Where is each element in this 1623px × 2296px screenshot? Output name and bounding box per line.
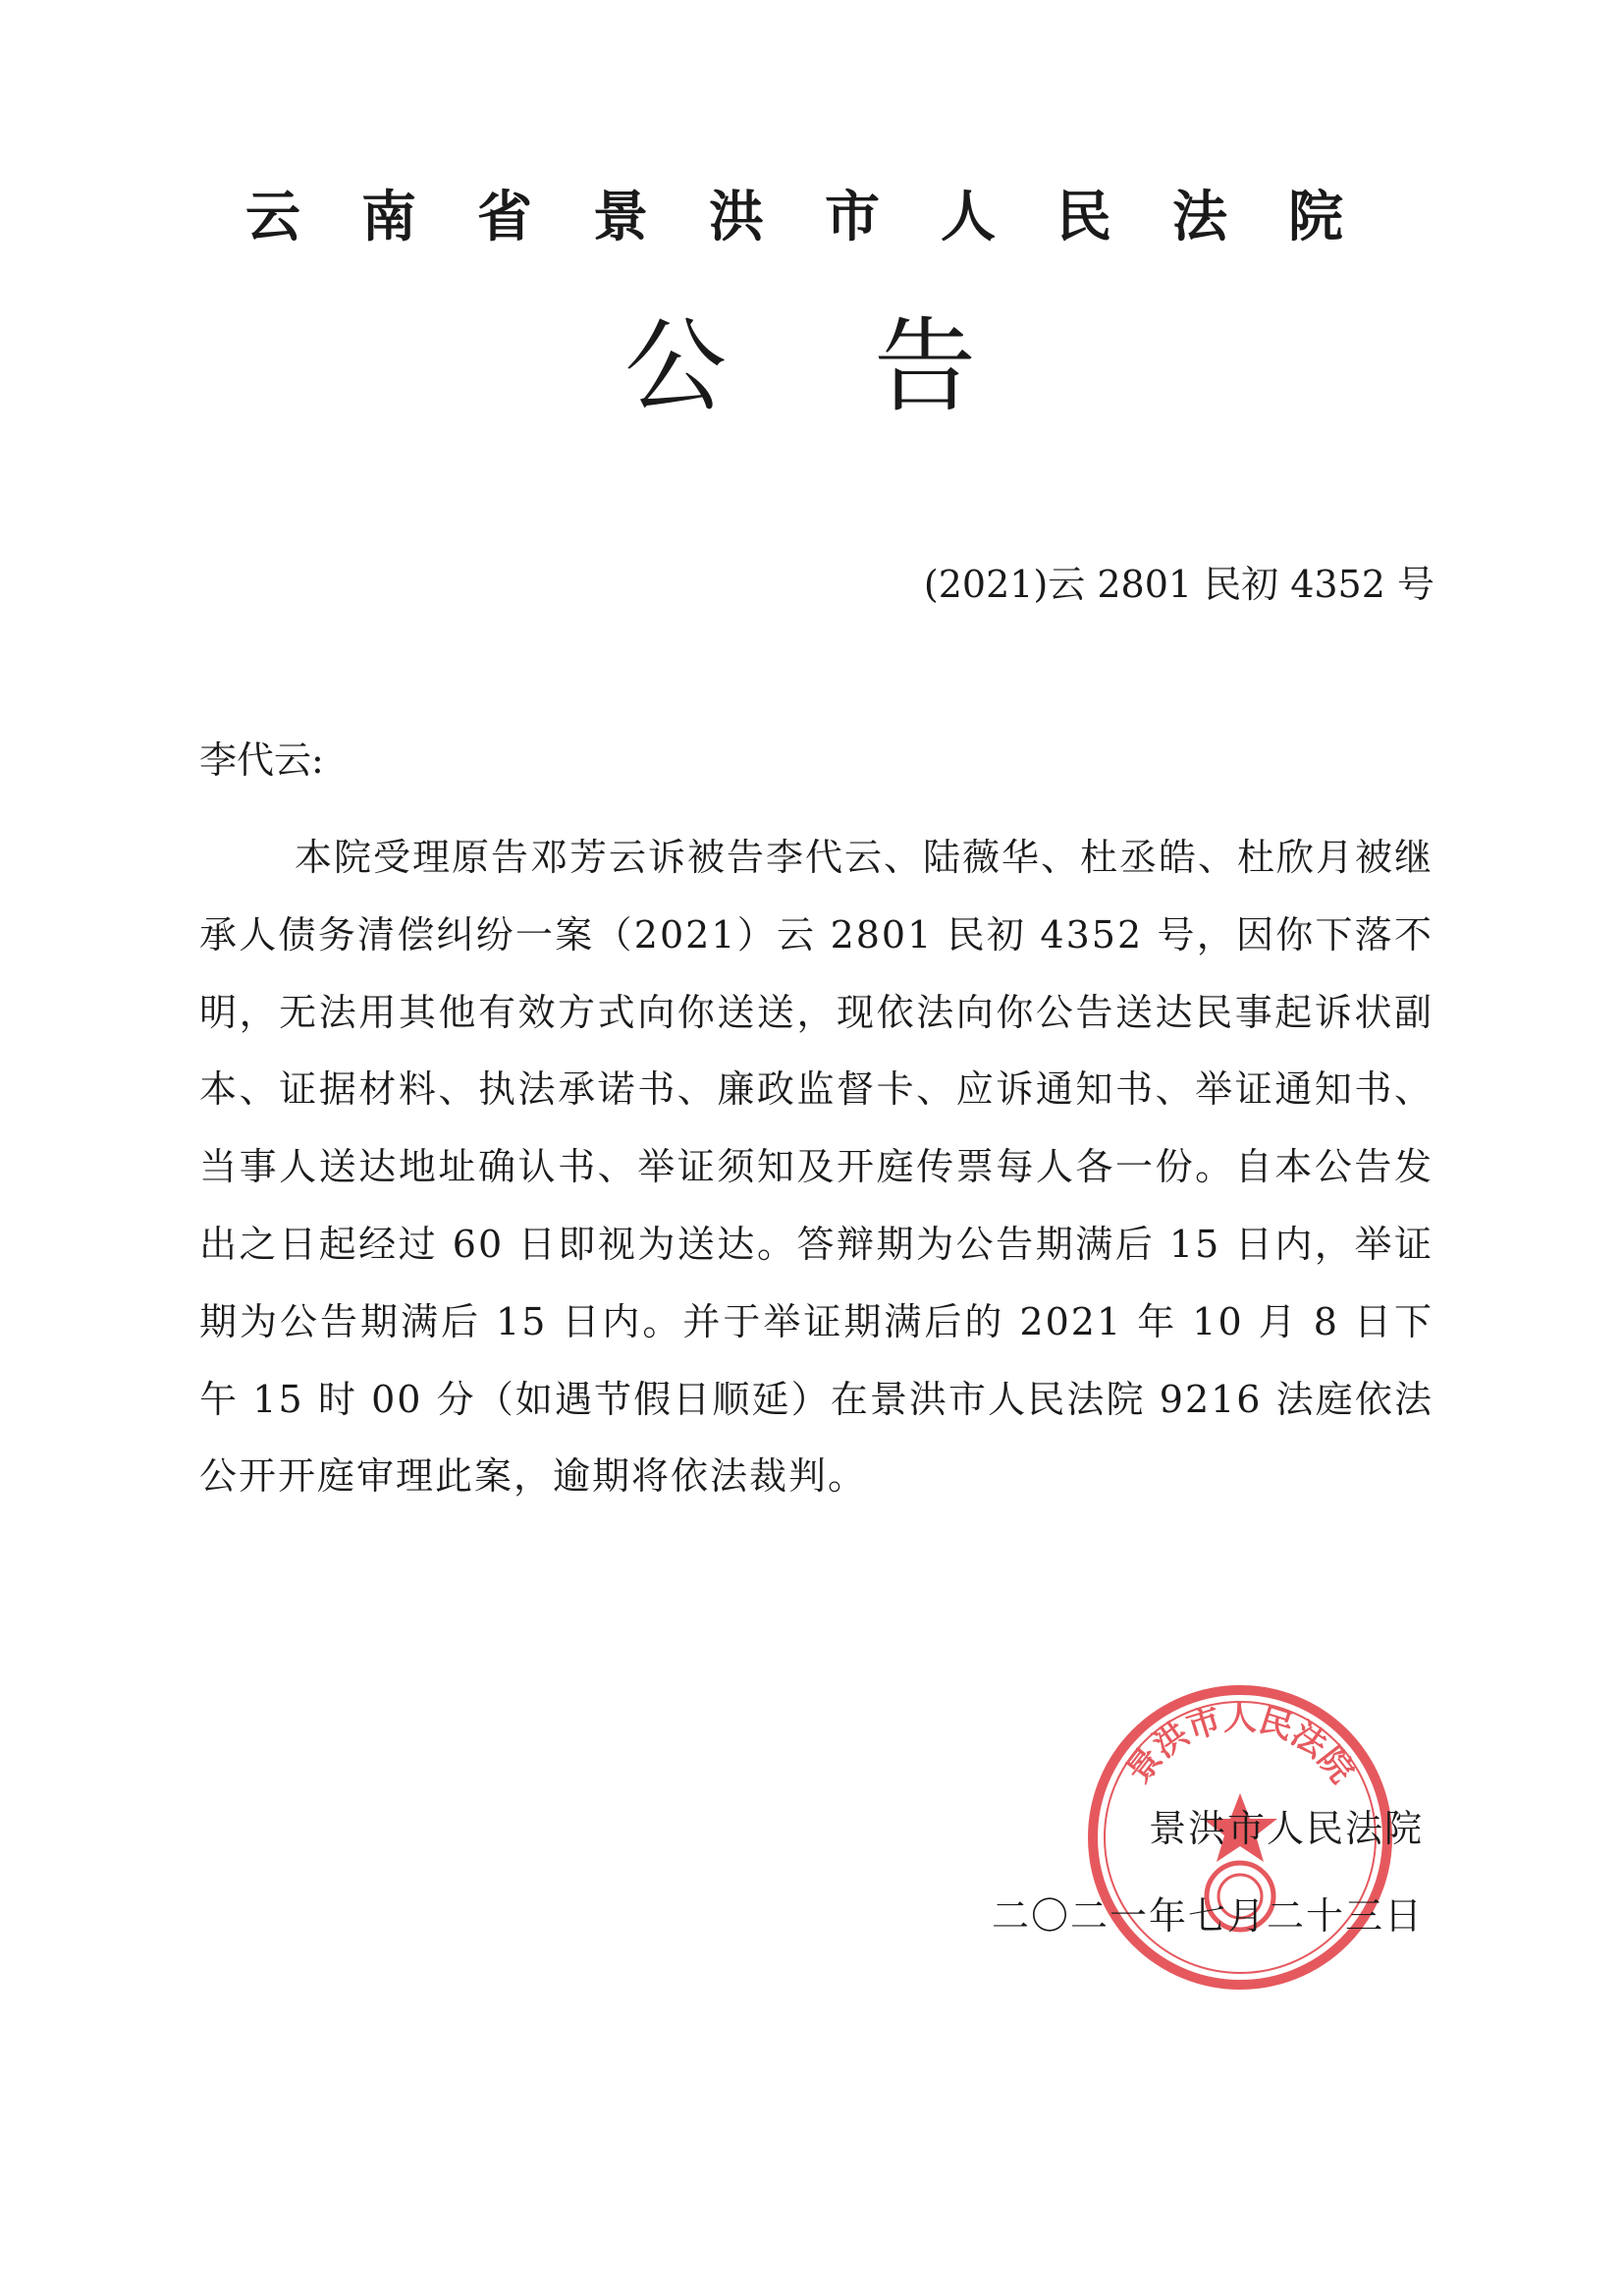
signature-court: 景洪市人民法院: [1148, 1807, 1424, 1850]
notice-title: 公告: [624, 306, 1124, 426]
addressee: 李代云:: [199, 738, 324, 782]
court-name-heading: 云南省景洪市人民法院: [245, 186, 1404, 249]
signature-date: 二〇二一年七月二十三日: [991, 1894, 1424, 1938]
case-number: (2021)云 2801 民初 4352 号: [923, 563, 1434, 606]
notice-body: 本院受理原告邓芳云诉被告李代云、陆薇华、杜丞皓、杜欣月被继承人债务清偿纠纷一案（2021）云 2801 民初 4352 号，因你下落不明，无法用其他有效方式向你送送，现依法向你公告送达民事起诉状副本、证据材料、执法承诺书、廉政监督卡、应诉通知书、举证通知书、当事人送达地址确认书、举证须知及开庭传票每人各一份。自本公告发出之日起经过 60 日即视为送达。答辩期为公告期满后 15 日内，举证期为公告期满后 15 日内。并于举证期满后的 2021 年 10 月 8 日下午 15 时 00 分（如遇节假日顺延）在景洪市人民法院 9216 法庭依法公开开庭审理此案，逾期将依法裁判。: [199, 836, 1434, 1499]
seal-arc-text: 景洪市人民法院: [1118, 1698, 1362, 1791]
